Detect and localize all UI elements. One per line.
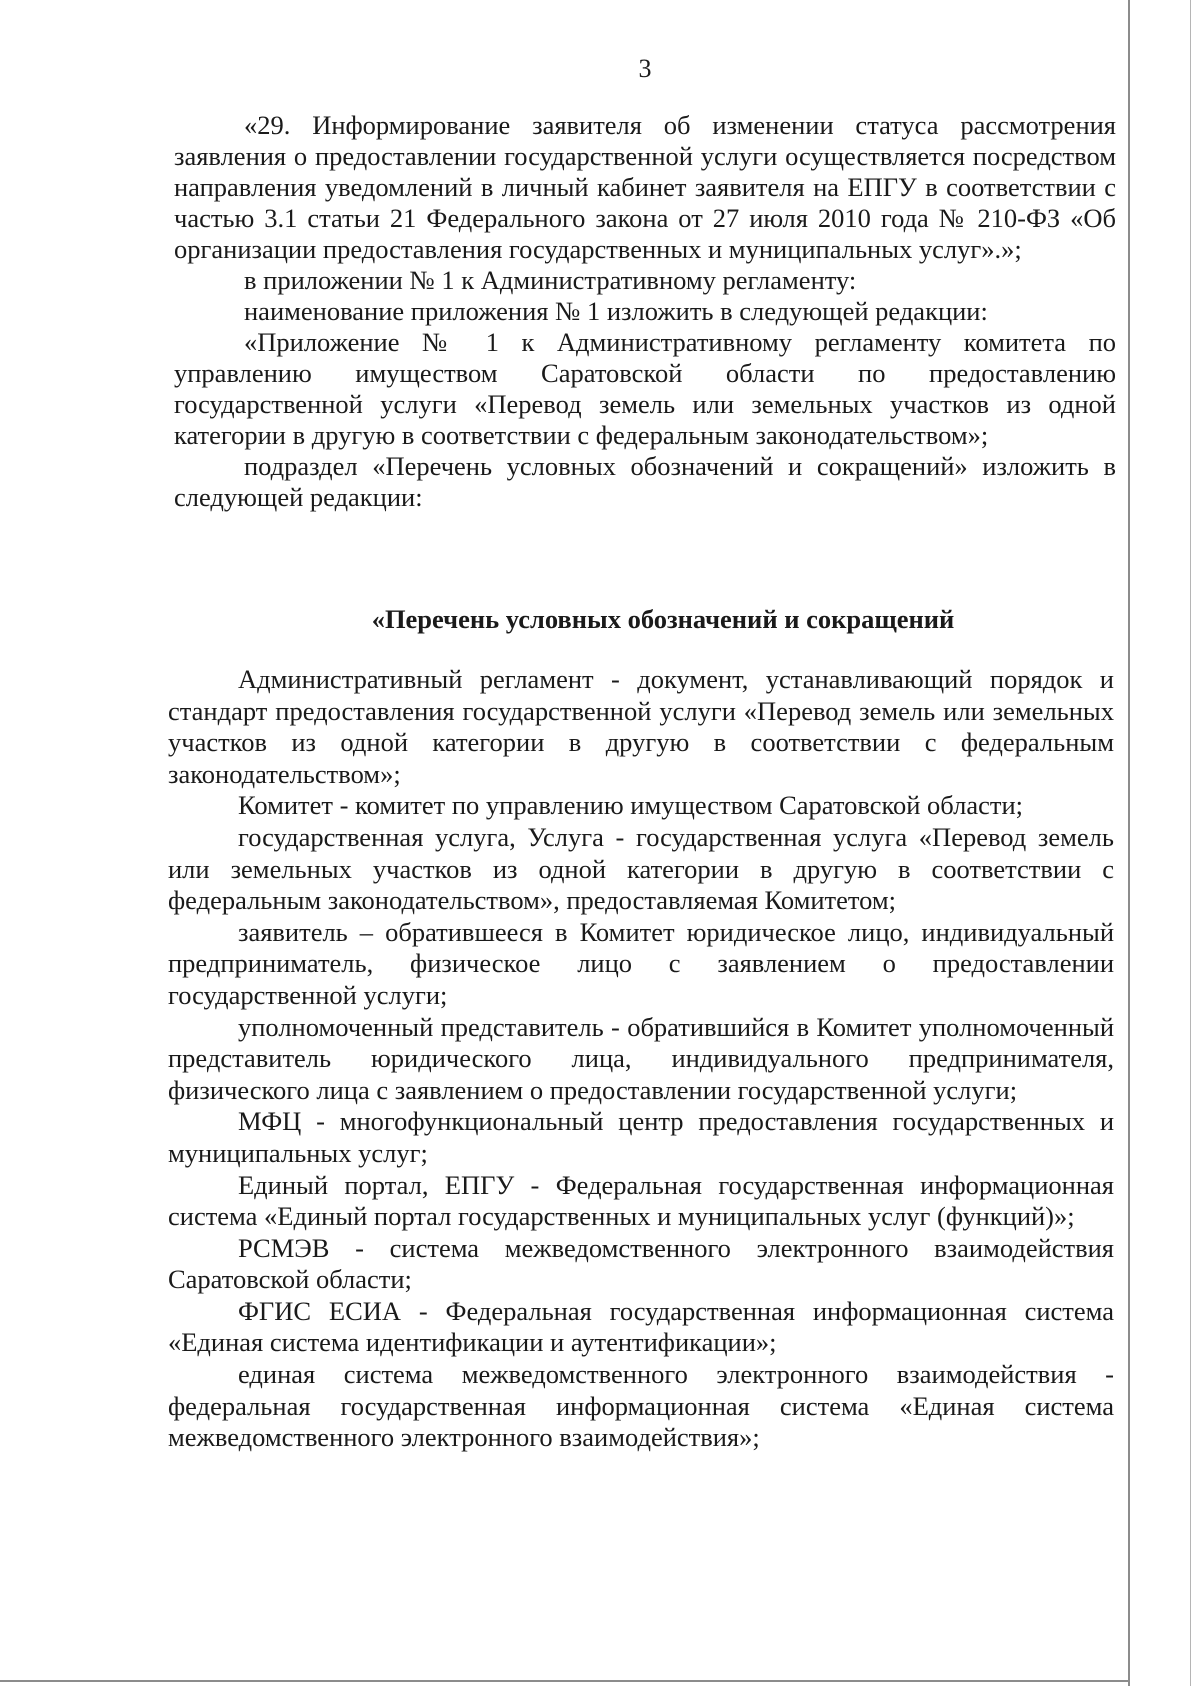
definition-item: Административный регламент - документ, устанавливающий порядок и стандарт предоставления государственной услуги «Перевод земель или земельных участков из одной категории в другую в соответствии с федеральным законодательством»; xyxy=(168,664,1114,789)
definition-item: Единый портал, ЕПГУ - Федеральная государственная информационная система «Единый портал государственных и муниципальных услуг (функций)»; xyxy=(168,1169,1114,1232)
paragraph-item-29: «29. Информирование заявителя об изменении статуса рассмотрения заявления о предоставлении государственной услуги осуществляется посредством направления уведомлений в личный кабинет заявителя на ЕПГУ в соответствии с частью 3.1 статьи 21 Федерального закона от 27 июля 2010 года № 210-ФЗ «Об организации предоставления государственных и муниципальных услуг».»; xyxy=(174,110,1116,264)
definition-item: государственная услуга, Услуга - государственная услуга «Перевод земель или земельных участков из одной категории в другую в соответствии с федеральным законодательством», предоставляемая Комитетом; xyxy=(168,821,1114,916)
section-heading: «Перечень условных обозначений и сокращений xyxy=(371,604,955,634)
page-number: 3 xyxy=(638,54,652,83)
intro-section xyxy=(174,110,1116,513)
definition-item: ФГИС ЕСИА - Федеральная государственная информационная система «Единая система идентификации и аутентификации»; xyxy=(168,1295,1114,1358)
definition-item: МФЦ - многофункциональный центр предоставления государственных и муниципальных услуг; xyxy=(168,1106,1114,1168)
definitions-section xyxy=(168,664,1114,1454)
scan-edge-right-outer xyxy=(1190,0,1191,1686)
paragraph-appendix-name: наименование приложения № 1 изложить в следующей редакции: xyxy=(244,296,988,326)
definition-item: единая система межведомственного электронного взаимодействия - федеральная государственная информационная система «Единая система межведомственного электронного взаимодействия»; xyxy=(168,1359,1114,1453)
scan-edge-right xyxy=(1128,0,1130,1686)
paragraph-subsection: подраздел «Перечень условных обозначений и сокращений» изложить в следующей редакции: xyxy=(174,451,1116,512)
paragraph-appendix-ref: в приложении № 1 к Административному регламенту: xyxy=(244,265,857,295)
definition-item: Комитет - комитет по управлению имуществом Саратовской области; xyxy=(238,790,1023,821)
definition-item: РСМЭВ - система межведомственного электронного взаимодействия Саратовской области; xyxy=(168,1232,1114,1295)
paragraph-appendix-title: «Приложение № 1 к Административному регламенту комитета по управлению имуществом Саратовской области по предоставлению государственной услуги «Перевод земель или земельных участков из одной категории в другую в соответствии с федеральным законодательством»; xyxy=(174,327,1116,450)
definition-item: уполномоченный представитель - обратившийся в Комитет уполномоченный представитель юридического лица, индивидуального предпринимателя, физического лица с заявлением о предоставлении государственной услуги; xyxy=(168,1011,1114,1105)
definition-item: заявитель – обратившееся в Комитет юридическое лицо, индивидуальный предприниматель, физическое лицо с заявлением о предоставлении государственной услуги; xyxy=(168,916,1114,1010)
scan-edge-bottom xyxy=(0,1680,1130,1682)
